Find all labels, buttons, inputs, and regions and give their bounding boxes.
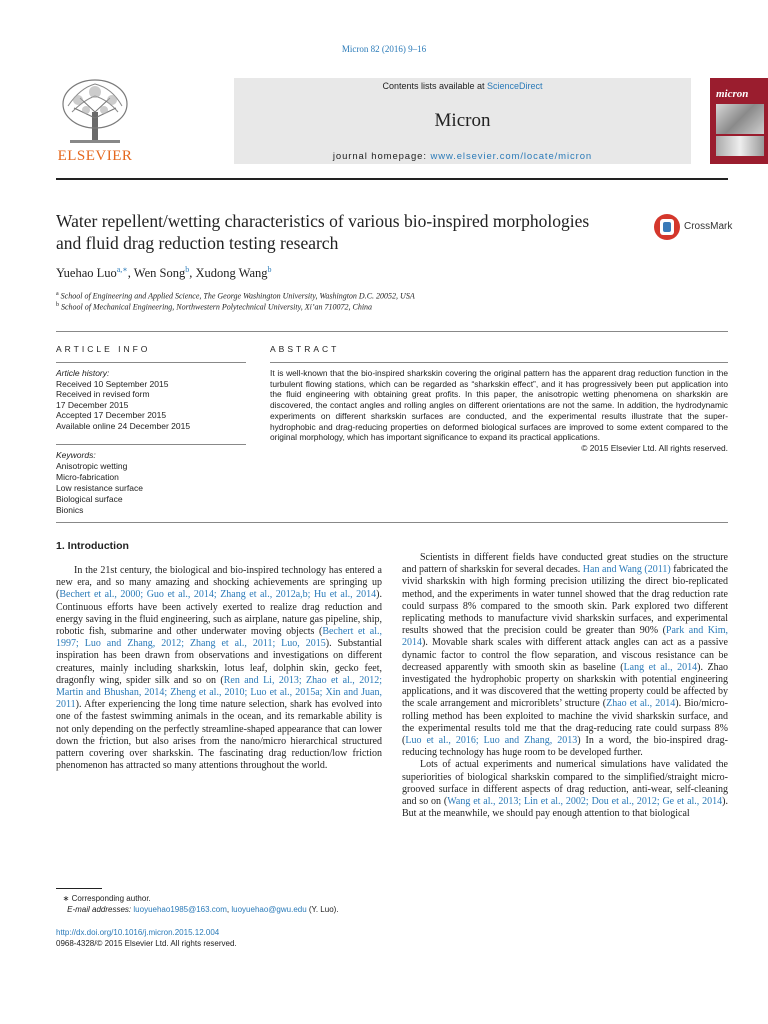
citation-link[interactable]: Park and Kim, 2014 — [402, 625, 728, 649]
cover-title: micron — [716, 88, 749, 100]
history-heading: Article history: — [56, 368, 110, 378]
sciencedirect-link[interactable]: ScienceDirect — [487, 81, 543, 91]
issn-line: 0968-4328/© 2015 Elsevier Ltd. All rights reserved. — [56, 939, 237, 948]
contents-prefix: Contents lists available at — [382, 81, 488, 91]
doi-link[interactable]: http://dx.doi.org/10.1016/j.micron.2015.12.004 — [56, 928, 220, 937]
paragraph-text: ) In a word, the bio-inspired drag-reducing technology has huge room to be developed further. — [402, 735, 728, 759]
crossmark-badge[interactable] — [654, 214, 734, 244]
history-item: Accepted 17 December 2015 — [56, 410, 167, 420]
body-column-left — [56, 565, 382, 772]
email-suffix: (Y. Luo). — [306, 905, 339, 914]
journal-info-box — [234, 78, 691, 164]
footnote-corresponding-text: Corresponding author. — [71, 894, 151, 903]
citation-link[interactable]: Zhao et al., 2014 — [606, 698, 676, 710]
author-name: Xudong Wang — [195, 266, 268, 281]
keyword-item: Anisotropic wetting — [56, 461, 128, 471]
author-name: Wen Song — [133, 266, 186, 281]
paragraph — [56, 565, 382, 772]
citation-link[interactable]: Wang et al., 2013; Lin et al., 2002; Dou et al., 2012; Ge et al., 2014 — [447, 796, 723, 808]
affiliation — [56, 302, 656, 312]
author-list — [56, 265, 656, 281]
paragraph — [402, 552, 728, 759]
keyword-item: Biological surface — [56, 494, 123, 504]
homepage-prefix: journal homepage: — [332, 151, 431, 162]
author-name: Yuehao Luo — [56, 266, 117, 281]
crossmark-icon-bookmark — [663, 222, 671, 232]
history-item: Available online 24 December 2015 — [56, 420, 191, 431]
journal-reference-link[interactable]: Micron 82 (2016) 9–16 — [341, 44, 427, 54]
abstract-text: It is well-known that the bio-inspired sharkskin covering the original pattern has the apparent drag reduction function in the turbulent flowing stations, which can be regarded as “sharkskin effect”, and it has progressively been put application into the fluid engineering with obtaining great profits. In this paper, the anisotropic wetting phenomena on sharkskin are discovered, the contact angles and rolling angles on different orientations are not the same. In addition, the hydrodynamic experiments on different sharkskin surfaces are conducted, and the experimental results illustrate that the super-hydrophobic and drag-reducing properties on deformed biological surfaces are improved to some extent compared to the original morphology, which has important significance to expand its practical applications. — [270, 368, 728, 443]
citation-link[interactable]: Luo et al., 2016; Luo and Zhang, 2013 — [405, 735, 578, 747]
homepage-link[interactable]: www.elsevier.com/locate/micron — [430, 151, 593, 162]
paragraph-text: fabricated the vivid sharkskin with high forming precision utilizing the direct bio-replicated method, and the experiments in water tunnel showed that the drag reduction rate could surpass 8% compared to the smooth skin. Park explored two different replicating methods to manufacture vivid sharkskin surfaces, and experimental results showed that the precision could be greater than 90% ( — [402, 564, 728, 637]
article-info-rule — [56, 362, 246, 363]
paragraph-text: Lots of actual experiments and numerical simulations have validated the superiorities of biological sharkskin compared to the simplified/straight micro-grooved surface in different aspects of drag reduction, anti-wear, self-cleaning and so on ( — [402, 759, 728, 808]
history-item: Received 10 September 2015 — [56, 378, 169, 389]
paragraph — [402, 759, 728, 820]
keyword-item: Micro-fabrication — [56, 472, 119, 482]
affiliation-text: School of Mechanical Engineering, Northwestern Polytechnical University, Xi’an 710072, China — [61, 302, 373, 312]
history-item: Received in revised form — [56, 389, 150, 399]
paragraph-text: ). Movable shark scales with different attack angles can act as a passive dynamic factor to control the flow separation, and viscous resistance can be decreased apparently with smooth skin as baseline ( — [402, 637, 728, 673]
citation-link[interactable]: Bechert et al., 1997; Luo and Zhang, 2012; Zhang et al., 2011; Luo, 2015 — [56, 626, 383, 650]
journal-header — [56, 78, 749, 164]
header-divider — [56, 178, 728, 180]
article-history — [56, 368, 246, 431]
footnote-divider — [56, 888, 102, 889]
paragraph-text: ). After experiencing the long time nature selection, shark has evolved into one of the fastest swimming animals in the ocean, and its remarkable ability is not only depending on the perfectly streamline-shaped appearance that can lower down the friction, but also arises from the nano/micro hierarchical structured pattern covering over sharkskin. The fascinating drag reduction/low friction phenomenon has attracted so many attentions throughout the world. — [56, 699, 382, 772]
section-heading-introduction: 1. Introduction — [56, 540, 129, 552]
citation-link[interactable]: Ren and Li, 2013; Zhao et al., 2012; Martin and Bhushan, 2014; Zheng et al., 2010; Luo et al., 2015a; Xin and Juan, 2011 — [56, 674, 382, 711]
article-title: Water repellent/wetting characteristics of various bio-inspired morphologies and fluid drag reduction testing research — [56, 211, 590, 253]
cover-micrograph — [716, 104, 764, 134]
elsevier-logo — [56, 78, 134, 164]
citation-link[interactable]: Bechert et al., 2000; Guo et al., 2014; Zhang et al., 2012a,b; Hu et al., 2014 — [59, 589, 377, 601]
crossmark-label: CrossMark — [684, 221, 733, 232]
email-link[interactable]: luoyuehao1985@163.com — [133, 905, 227, 914]
journal-reference[interactable] — [0, 44, 768, 54]
abstract-rule — [270, 362, 728, 363]
keywords-rule — [56, 444, 246, 445]
author-separator: , — [127, 266, 134, 281]
email-label: E-mail addresses: — [67, 905, 132, 914]
abstract-body — [270, 368, 728, 454]
paragraph-text: In the 21st century, the biological and bio-inspired technology has entered a new era, and so many amazing and shocking achievements are springing up ( — [56, 565, 382, 601]
citation-link[interactable]: Han and Wang (2011) — [582, 564, 671, 576]
abstract-label: ABSTRACT — [270, 344, 340, 354]
homepage-line — [234, 151, 691, 162]
footnote-corresponding: ∗ Corresponding author. — [56, 894, 151, 903]
affiliation-marker: a — [56, 291, 59, 297]
email-link[interactable]: luoyuehao@gwu.edu — [231, 905, 307, 914]
affiliation — [56, 291, 656, 301]
keywords-list — [56, 450, 246, 516]
abstract-copyright: © 2015 Elsevier Ltd. All rights reserved. — [581, 442, 728, 453]
journal-cover-image[interactable] — [710, 78, 768, 164]
history-item: 17 December 2015 — [56, 399, 129, 410]
elsevier-tree-icon — [60, 78, 130, 146]
footnote-email: E-mail addresses: luoyuehao1985@163.com, luoyuehao@gwu.edu (Y. Luo). — [67, 905, 339, 914]
article-info-label: ARTICLE INFO — [56, 344, 151, 354]
citation-link[interactable]: Lang et al., 2014 — [623, 661, 698, 673]
cover-micrograph-strip — [716, 136, 764, 156]
abstract-bottom-divider — [56, 522, 728, 523]
contents-line — [234, 81, 691, 91]
paragraph-text: Scientists in different fields have conducted great studies on the structure and pattern of sharkskin for several decades. — [402, 552, 728, 576]
body-column-right — [402, 552, 728, 820]
keyword-item: Low resistance surface — [56, 483, 143, 493]
author-affiliation-link[interactable]: b — [267, 265, 272, 274]
journal-title: Micron — [434, 110, 491, 131]
author-affiliation-link[interactable]: a,∗ — [116, 265, 128, 274]
section-divider — [56, 331, 728, 332]
doi-line[interactable] — [56, 928, 396, 939]
paragraph-text: ). But at the meanwhile, we should pay enough attention to that biological — [402, 796, 728, 820]
paragraph-text: ). Substantial inspiration has been drawn from observations and investigations on different creatures, mainly including sharkskin, lotus leaf, dolphin skin, gecko feet, dragonfly wing, spider silk and so on ( — [56, 638, 382, 686]
keyword-item: Bionics — [56, 505, 84, 515]
author-separator: , — [189, 266, 196, 281]
paragraph-text: ). Bio/micro-rolling method has been exploited to machine the vivid sharkskin surface, and the experimental results told me that the drag-reducing rate could surpass 8% ( — [402, 698, 728, 747]
paragraph-text: ). Continuous efforts have been actively exerted to realize drag reduction and energy saving in the fluid engineering, such as airplane, nature gas pipeline, ship, robotic fish, submarine and other underwater moving objects ( — [56, 589, 382, 638]
keywords-heading: Keywords: — [56, 450, 96, 460]
affiliation-text: School of Engineering and Applied Science, The George Washington University, Washington D.C. 20052, USA — [60, 291, 415, 301]
paragraph-text: ). Zhao investigated the hydrophobic property on sharkskin with potential engineering applications, and it was discovered that the wetting property could be affected by the scale arrangement and microriblets’ structure ( — [402, 661, 729, 710]
publisher-name: ELSEVIER — [57, 148, 133, 164]
author-affiliation-link[interactable]: b — [185, 265, 190, 274]
affiliation-marker: b — [56, 302, 59, 308]
